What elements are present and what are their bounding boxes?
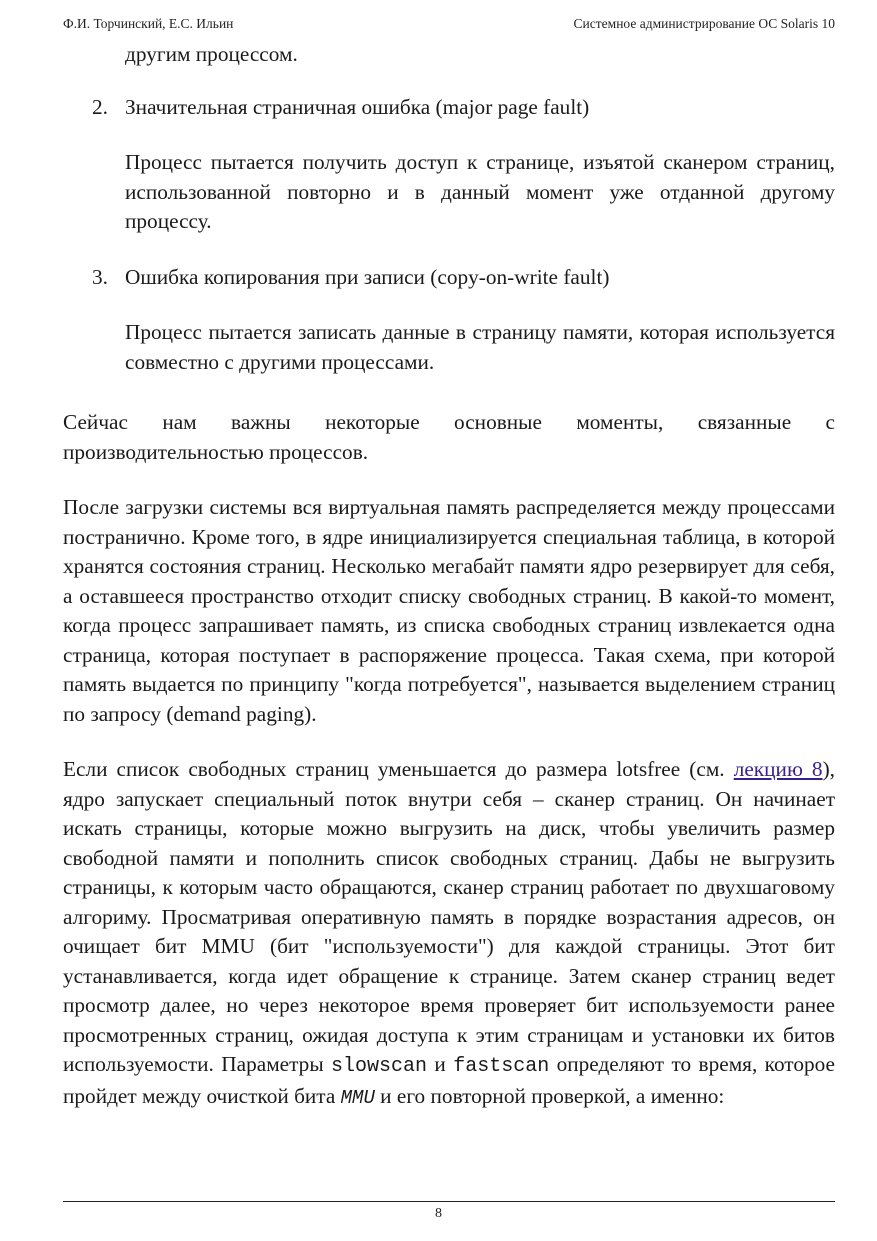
paragraph-page-scanner-text-1: Если список свободных страниц уменьшается до размера lotsfree (см. <box>63 757 734 781</box>
code-slowscan: slowscan <box>331 1055 428 1078</box>
list-item-3-title-text: Ошибка копирования при записи (copy-on-write fault) <box>125 264 610 289</box>
continuation-line: другим процессом. <box>125 42 298 66</box>
list-item-2-title <box>92 93 835 123</box>
page-content <box>63 40 835 1113</box>
footer-divider <box>63 1201 835 1202</box>
paragraph-page-scanner-text-2: ), ядро запускает специальный поток внутри себя – сканер страниц. Он начинает искать страницы, которые можно выгрузить на диск, чтобы увеличить размер свободной памяти и пополнить список свободных страниц. Дабы не выгрузить страницы, к которым часто обращаются, сканер страниц работает по двухшаговому алгориму. Просматривая оперативную память в порядке возрастания адресов, он очищает бит MMU (бит "используемости") для каждой страницы. Этот бит устанавливается, когда идет обращение к странице. Затем сканер страниц ведет просмотр далее, но через некоторое время проверяет бит используемости ранее просмотренных страниц, ожидая доступа к этим страницам и установки их битов используемости. Параметры <box>63 757 835 1076</box>
paragraph-page-scanner <box>63 755 835 1113</box>
paragraph-page-scanner-text-5: и его повторной проверкой, а именно: <box>374 1083 725 1108</box>
paragraph-demand-paging: После загрузки системы вся виртуальная память распределяется между процессами постранично. Кроме того, в ядре инициализируется специальная таблица, в которой хранятся состояния страниц. Несколько мегабайт памяти ядро резервирует для себя, а оставшееся пространство отходит списку свободных страниц. В какой-то момент, когда процесс запрашивает память, из списка свободных страниц извлекается одна страница, которая поступает в распоряжение процесса. Такая схема, при которой память выдается по принципу "когда потребуется", называется выделением страниц по запросу (demand paging). <box>63 495 835 726</box>
page-number: 8 <box>435 1206 442 1221</box>
list-item-3-description: Процесс пытается записать данные в страницу памяти, которая используется совместно с другими процессами. <box>125 320 835 374</box>
code-mmu: MMU <box>340 1086 375 1109</box>
paragraph-page-scanner-text-3: и <box>427 1052 454 1076</box>
page-header <box>63 16 835 32</box>
code-fastscan: fastscan <box>453 1055 550 1078</box>
header-authors: Ф.И. Торчинский, Е.С. Ильин <box>63 16 234 31</box>
paragraph-page-scanner-text-4: определяют то время, которое пройдет между очисткой бита <box>63 1052 835 1108</box>
list-item-2-number: 2. <box>92 94 108 119</box>
list-item-2-description: Процесс пытается получить доступ к странице, изъятой сканером страниц, использованной повторно и в данный момент уже отданной другому процессу. <box>125 150 835 233</box>
paragraph-performance-intro: Сейчас нам важны некоторые основные моменты, связанные с производительностью процессов. <box>63 410 835 464</box>
list-item-3-number: 3. <box>92 264 108 289</box>
header-book-title: Системное администрирование ОС Solaris 10 <box>573 16 835 31</box>
lecture-8-link[interactable]: лекцию 8 <box>733 757 823 781</box>
list-item-2-title-text: Значительная страничная ошибка (major page fault) <box>125 94 590 119</box>
list-item-3-title <box>92 263 835 293</box>
